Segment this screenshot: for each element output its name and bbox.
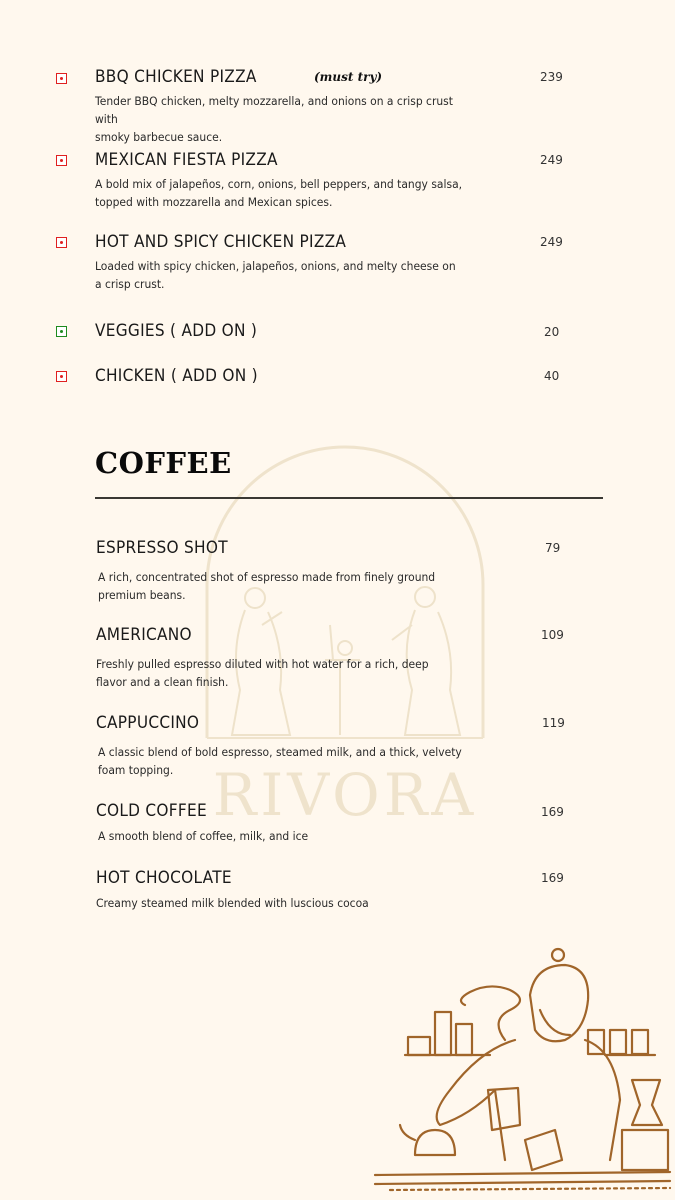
item-name: AMERICANO [96,625,192,644]
item-price: 119 [542,716,565,730]
item-name: HOT CHOCOLATE [96,868,232,887]
item-name: BBQ CHICKEN PIZZA [95,67,257,86]
item-price: 169 [541,871,564,885]
svg-text:RIVORA: RIVORA [212,761,478,829]
item-description: A rich, concentrated shot of espresso made from finely ground premium beans. [98,571,436,602]
item-price: 249 [540,235,563,249]
item-name: CHICKEN ( ADD ON ) [95,366,258,385]
section-divider [95,497,603,499]
item-description: Freshly pulled espresso diluted with hot water for a rich, deep flavor and a clean finish. [96,658,429,689]
item-description: A smooth blend of coffee, milk, and ice [98,830,309,843]
item-price: 79 [545,541,561,555]
must-try-badge: (must try) [314,70,383,84]
section-title-coffee: COFFEE [95,446,232,480]
item-name: VEGGIES ( ADD ON ) [95,321,258,340]
item-price: 20 [544,325,560,339]
item-price: 239 [540,70,563,84]
item-name: ESPRESSO SHOT [96,538,228,557]
item-name: HOT AND SPICY CHICKEN PIZZA [95,232,347,251]
veg-icon [56,326,67,337]
item-price: 109 [541,628,564,642]
item-price: 249 [540,153,563,167]
item-name: COLD COFFEE [96,801,207,820]
non-veg-icon [56,73,67,84]
item-price: 40 [544,369,560,383]
non-veg-icon [56,237,67,248]
item-description: A bold mix of jalapeños, corn, onions, bell peppers, and tangy salsa, topped with mozzarella and Mexican spices. [95,178,463,209]
barista-illustration [370,940,675,1200]
item-price: 169 [541,805,564,819]
non-veg-icon [56,155,67,166]
non-veg-icon [56,371,67,382]
item-name: CAPPUCCINO [96,713,200,732]
item-description: A classic blend of bold espresso, steamed milk, and a thick, velvety foam topping. [98,746,462,777]
item-description: Creamy steamed milk blended with luscious cocoa [96,897,369,910]
item-name: MEXICAN FIESTA PIZZA [95,150,278,169]
item-description: Loaded with spicy chicken, jalapeños, onions, and melty cheese on a crisp crust. [95,260,456,291]
item-description: Tender BBQ chicken, melty mozzarella, and onions on a crisp crust with smoky barbecue sauce. [95,95,454,144]
